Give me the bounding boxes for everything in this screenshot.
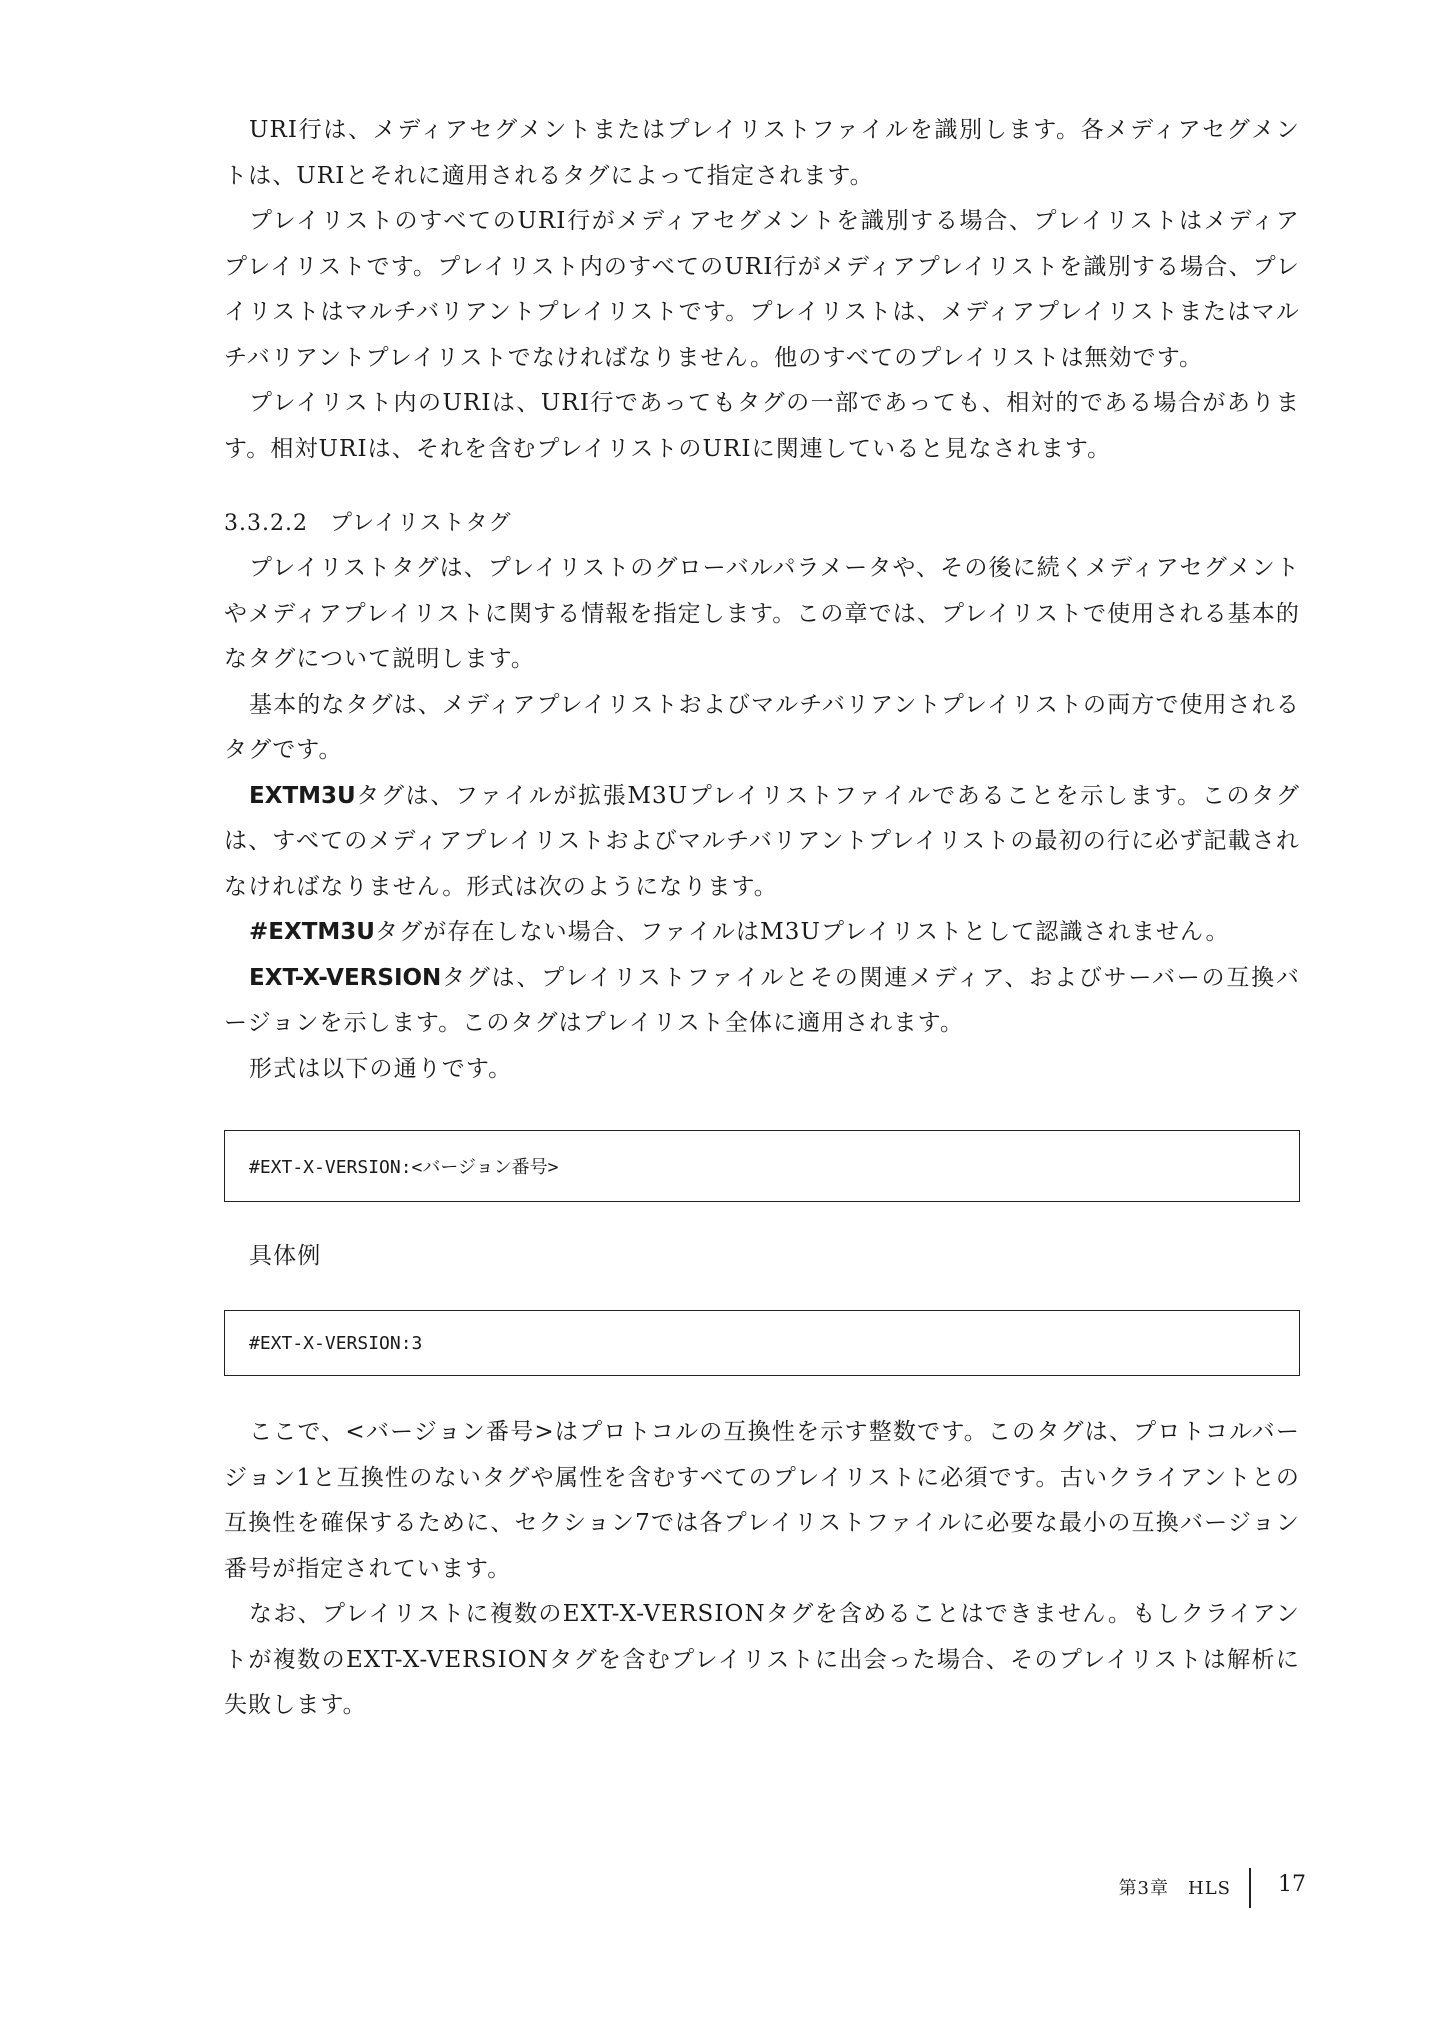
paragraph-playlist-tags: プレイリストタグは、プレイリストのグローバルパラメータや、その後に続くメディアセグメントやメディアプレイリストに関する情報を指定します。この章では、プレイリストで使用される基本的なタグについて説明します。 (224, 555, 1300, 672)
code-block-format (224, 1130, 1300, 1202)
paragraph-extm3u-missing (224, 910, 1300, 956)
paragraph-extm3u-text: タグは、ファイルが拡張M3Uプレイリストファイルであることを示します。このタグは、すべてのメディアプレイリストおよびマルチバリアントプレイリストの最初の行に必ず記載されなければなりません。形式は次のようになります。 (224, 782, 1300, 900)
paragraph-version-number: ここで、<バージョン番号>はプロトコルの互換性を示す整数です。このタグは、プロトコルバージョン1と互換性のないタグや属性を含むすべてのプレイリストに必須です。古いクライアントとの互換性を確保するために、セクション7では各プレイリストファイルに必要な最小の互換バージョン番号が指定されています。 (224, 1419, 1300, 1582)
after-code-section (224, 1410, 1300, 1729)
footer-chapter: 第3章 HLS (1118, 1878, 1231, 1899)
paragraph-ext-x-version (224, 956, 1300, 1047)
page-number: 17 (1278, 1872, 1306, 1897)
paragraph-extm3u (224, 774, 1300, 911)
code-format-text: #EXT-X-VERSION:<バージョン番号> (249, 1157, 559, 1178)
paragraph-basic-tags: 基本的なタグは、メディアプレイリストおよびマルチバリアントプレイリストの両方で使用されるタグです。 (224, 691, 1300, 763)
paragraph-format-intro: 形式は以下の通りです。 (249, 1055, 513, 1082)
paragraph-ext-x-version-text: タグは、プレイリストファイルとその関連メディア、およびサーバーの互換バージョンを示します。このタグはプレイリスト全体に適用されます。 (224, 964, 1300, 1036)
tag-name-extm3u: EXTM3U (249, 782, 356, 809)
tag-name-ext-x-version: EXT-X-VERSION (249, 964, 442, 991)
section-heading (224, 504, 1300, 544)
paragraph-relative-uri: プレイリスト内のURIは、URI行であってもタグの一部であっても、相対的である場合があります。相対URIは、それを含むプレイリストのURIに関連していると見なされます。 (224, 390, 1300, 462)
paragraph-extm3u-missing-text: タグが存在しない場合、ファイルはM3Uプレイリストとして認識されません。 (374, 919, 1230, 945)
footer-divider (1249, 1868, 1251, 1908)
code-block-example (224, 1310, 1300, 1376)
tag-name-hash-extm3u: #EXTM3U (249, 919, 375, 945)
paragraph-uri-line: URI行は、メディアセグメントまたはプレイリストファイルを識別します。各メディアセグメントは、URIとそれに適用されるタグによって指定されます。 (224, 117, 1300, 189)
section-title: プレイリストタグ (329, 511, 512, 536)
section-number: 3.3.2.2 (224, 511, 308, 536)
paragraph-multiple-version-tags: なお、プレイリストに複数のEXT-X-VERSIONタグを含めることはできません。もしクライアントが複数のEXT-X-VERSIONタグを含むプレイリストに出会った場合、そのプレイリストは解析に失敗します。 (224, 1601, 1300, 1718)
page-content (224, 108, 1300, 1729)
code-example-text: #EXT-X-VERSION:3 (249, 1332, 423, 1354)
paragraph-playlist-types: プレイリストのすべてのURI行がメディアセグメントを識別する場合、プレイリストはメディアプレイリストです。プレイリスト内のすべてのURI行がメディアプレイリストを識別する場合、プレイリストはマルチバリアントプレイリストです。プレイリストは、メディアプレイリストまたはマルチバリアントプレイリストでなければなりません。他のすべてのプレイリストは無効です。 (224, 208, 1300, 371)
example-label: 具体例 (249, 1243, 322, 1269)
page-footer (0, 1868, 1433, 1908)
